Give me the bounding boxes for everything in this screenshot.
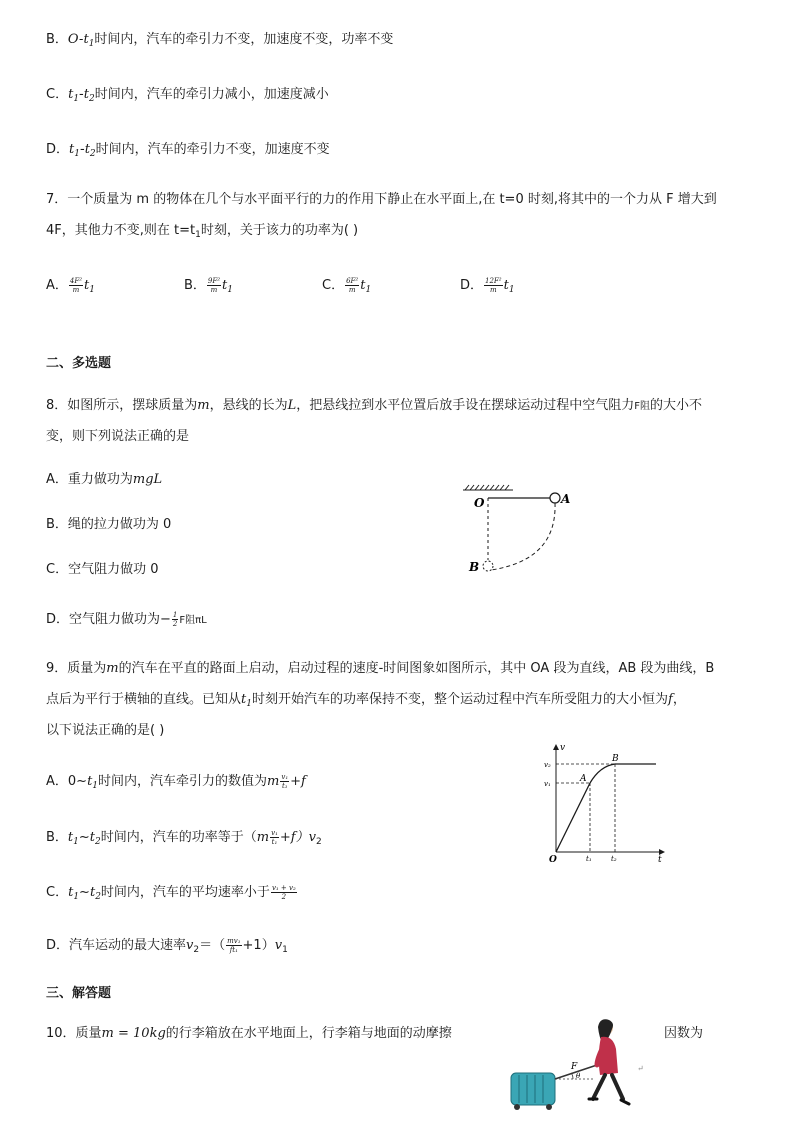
- q9-option-d: D．汽车运动的最大速率$v_2=$（ $\frac{\text{mv₁}}{\text{ft₁}}$ $+1)v_1$: [46, 937, 288, 955]
- luggage-pulling-figure: [505, 1015, 650, 1115]
- q9-stem-line3: 以下说法正确的是( ): [46, 723, 165, 738]
- velocity-time-graph: [536, 740, 671, 865]
- q7-stem-line2: 4F，其他力不变,则在 $t=t_1$时刻，关于该力的功率为( ): [46, 223, 359, 240]
- q9-option-a: A．$0\sim t_1$时间内，汽车牵引力的数值为m $\frac{\text{v₁}}{\text{t₁}}$ +f: [46, 773, 306, 791]
- q6-option-c: C．$t_1-t_2$时间内，汽车的牵引力减小，加速度减小: [46, 87, 329, 104]
- label-t: t: [658, 855, 662, 865]
- label-o: O: [474, 496, 485, 510]
- q7-option-a: A． $\frac{\text{4F²}}{m}$ $t_1$: [46, 277, 95, 295]
- label-b-point: B: [612, 754, 619, 764]
- person-leg-back: [593, 1075, 605, 1099]
- luggage-wheel: [546, 1104, 552, 1110]
- label-t1: t₁: [586, 855, 592, 863]
- section-heading-solutions: 三、解答题: [46, 986, 112, 1001]
- label-v2: v₂: [544, 761, 551, 769]
- curve-ab: [590, 764, 615, 783]
- q7-stem-line1: 7．一个质量为 m 的物体在几个与水平面平行的力的作用下静止在水平面上,在 t=0 时刻,将其中的一个力从 F 增大到: [46, 192, 717, 207]
- q8-stem-line1: 8．如图所示，摆球质量为m，悬线的长为L，把悬线拉到水平位置后放手设在摆球运动过程中空气阻力F阻的大小不: [46, 398, 703, 413]
- label-v1: v₁: [544, 780, 551, 788]
- arc-dashed: [491, 503, 555, 570]
- person-leg-front: [612, 1075, 623, 1099]
- q7-option-b: B． $\frac{\text{9F²}}{m}$ $t_1$: [184, 277, 234, 295]
- label-v: v: [560, 743, 566, 753]
- ceiling-hatch: [463, 485, 513, 490]
- q10-stem-end: 因数为: [664, 1026, 704, 1041]
- q8-option-c: C．空气阻力做功 0: [46, 562, 159, 577]
- q9-option-b: B．$t_1\sim t_2$时间内，汽车的功率等于（m $\frac{\text{v₁}}{\text{t₁}}$ $+f)v_2$: [46, 829, 322, 847]
- label-b: B: [469, 560, 480, 574]
- q7-option-c: C． $\frac{\text{6F²}}{m}$ $t_1$: [322, 277, 372, 295]
- q8-option-a: A．重力做功为mgL: [46, 472, 163, 487]
- label-a-point: A: [580, 774, 587, 784]
- q6-option-b: B．$O-t_1$时间内，汽车的牵引力不变，加速度不变，功率不变: [46, 32, 394, 49]
- return-mark: ↵: [637, 1064, 644, 1073]
- bob-at-b: [483, 561, 493, 571]
- q10-stem-start: 10．质量m = 10kg的行李箱放在水平地面上，行李箱与地面的动摩擦: [46, 1026, 452, 1041]
- q8-option-d: D．空气阻力做功为− $\frac{1}{2}$ F阻πL: [46, 611, 207, 628]
- q8-option-b: B．绳的拉力做功为 0: [46, 517, 172, 532]
- bob-at-a: [550, 493, 560, 503]
- angle-arc: [571, 1073, 573, 1079]
- luggage-body: [511, 1073, 555, 1105]
- luggage-wheel: [514, 1104, 520, 1110]
- section-heading-multiple-choice: 二、多选题: [46, 356, 112, 371]
- q6-option-d: D．$t_1-t_2$时间内，汽车的牵引力不变，加速度不变: [46, 142, 330, 159]
- q7-option-d: D． $\frac{\text{12F²}}{m}$ $t_1$: [460, 277, 515, 295]
- label-theta: θ: [576, 1072, 581, 1080]
- q9-stem-line1: 9．质量为m的汽车在平直的路面上启动，启动过程的速度-时间图象如图所示，其中 OA 段为直线，AB 段为曲线，B: [46, 661, 715, 676]
- pendulum-diagram: [455, 480, 585, 580]
- label-a: A: [561, 492, 571, 506]
- label-origin: O: [549, 855, 557, 865]
- q9-option-c: C．$t_1\sim t_2$时间内，汽车的平均速率小于 $\frac{\text{v₁ + v₂}}{2}$: [46, 884, 296, 902]
- segment-oa: [556, 783, 590, 852]
- q8-stem-line2: 变，则下列说法正确的是: [46, 429, 190, 444]
- label-t2: t₂: [611, 855, 617, 863]
- q9-stem-line2: 点后为平行于横轴的直线。已知从$t_1$时刻开始汽车的功率保持不变，整个运动过程中汽车所受阻力的大小恒为f，: [46, 692, 686, 709]
- label-f: F: [571, 1062, 578, 1072]
